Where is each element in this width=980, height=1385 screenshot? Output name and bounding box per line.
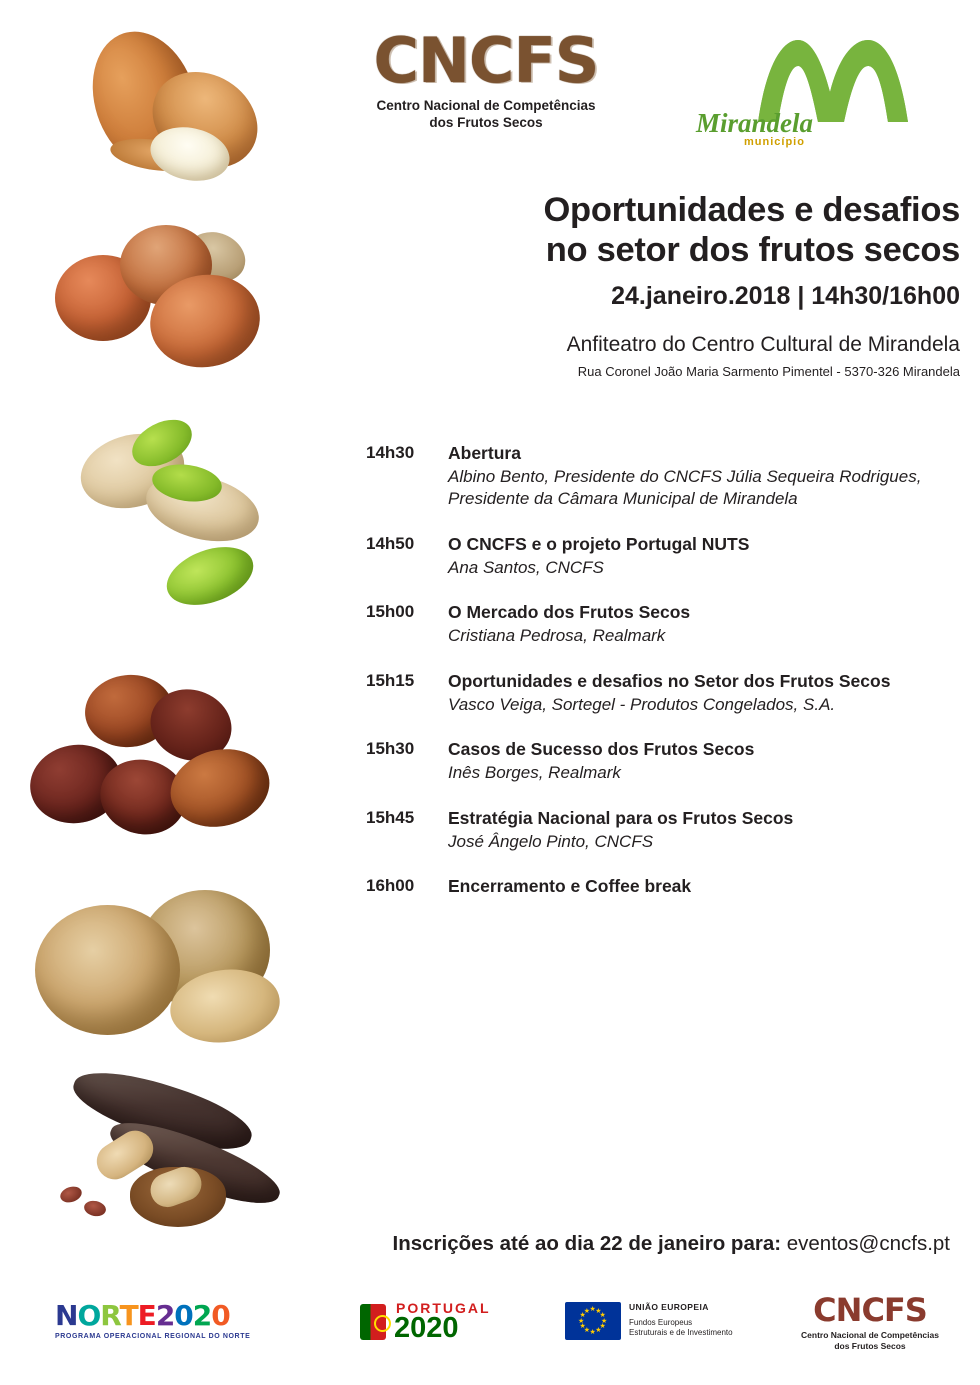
pistachios-photo	[0, 405, 330, 645]
programme-item-title: O Mercado dos Frutos Secos	[448, 602, 691, 623]
eu-line3: Estruturais e de Investimento	[629, 1328, 733, 1337]
programme-item-body	[448, 670, 946, 716]
event-address: Rua Coronel João Maria Sarmento Pimentel - 5370-326 Mirandela	[577, 364, 960, 380]
nut-photo-column	[0, 0, 330, 1270]
programme-list	[366, 442, 946, 919]
registration-label: Inscrições até ao dia 22 de janeiro para:	[392, 1232, 782, 1255]
event-datetime: 24.janeiro.2018 | 14h30/16h00	[611, 282, 960, 311]
carob-photo	[0, 1075, 330, 1240]
cncfs-footer-logo	[775, 1291, 965, 1351]
programme-item-title: Abertura	[448, 443, 521, 463]
programme-item-title: Encerramento e Coffee break	[448, 876, 692, 896]
programme-item-body	[448, 738, 946, 784]
cncfs-subtitle-line1: Centro Nacional de Competências	[376, 98, 596, 113]
footer-logos	[0, 1290, 980, 1385]
event-title-line2: no setor dos frutos secos	[545, 231, 960, 270]
programme-item	[366, 533, 946, 579]
programme-item-body	[448, 601, 946, 647]
norte2020-subtitle: PROGRAMA OPERACIONAL REGIONAL DO NORTE	[55, 1333, 251, 1340]
cncfs-wordmark: CNCFS	[366, 30, 606, 92]
programme-item-speaker: Cristiana Pedrosa, Realmark	[448, 626, 666, 646]
programme-item-body	[448, 875, 946, 897]
programme-item-time: 15h45	[366, 807, 415, 827]
chestnuts-photo	[0, 665, 330, 875]
event-venue: Anfiteatro do Centro Cultural de Mirandela	[566, 333, 960, 357]
programme-item-title: O CNCFS e o projeto Portugal NUTS	[448, 533, 750, 554]
portugal2020-word: PORTUGAL	[396, 1300, 491, 1316]
programme-item-speaker: Inês Borges, Realmark	[448, 763, 621, 783]
programme-item-time: 15h00	[366, 602, 415, 622]
programme-item-title: Estratégia Nacional para os Frutos Secos	[448, 807, 794, 828]
event-title-line1: Oportunidades e desafios	[543, 191, 960, 229]
registration-line	[300, 1232, 950, 1256]
mirandela-wordmark: Mirandela	[696, 108, 814, 138]
programme-item-body	[448, 533, 946, 579]
hazelnuts-photo	[0, 215, 330, 380]
programme-item-body	[448, 442, 946, 511]
programme-item-speaker: Albino Bento, Presidente do CNCFS Júlia Sequeira Rodrigues, Presidente da Câmara Municipal de Mirandela	[448, 467, 922, 509]
programme-item	[366, 875, 946, 897]
programme-item	[366, 442, 946, 511]
cncfs-footer-wordmark: CNCFS	[813, 1291, 927, 1329]
portugal-flag-icon	[360, 1304, 386, 1340]
cncfs-footer-subtitle-line2: dos Frutos Secos	[834, 1340, 906, 1351]
programme-item-time: 15h30	[366, 739, 415, 759]
registration-email[interactable]: eventos@cncfs.pt	[786, 1232, 950, 1255]
event-title-block	[330, 190, 960, 379]
programme-item-speaker: José Ângelo Pinto, CNCFS	[448, 831, 654, 851]
programme-item-time: 14h30	[366, 443, 415, 462]
eu-flag-icon: ★ ★ ★ ★ ★ ★ ★ ★ ★ ★ ★ ★	[565, 1302, 621, 1340]
mirandela-subtitle: município	[744, 136, 805, 148]
eu-line2: Fundos Europeus	[629, 1318, 693, 1327]
programme-item-time: 14h50	[366, 533, 415, 553]
programme-item-time: 15h15	[366, 670, 415, 690]
programme-item-body	[448, 807, 946, 853]
programme-item	[366, 601, 946, 647]
programme-item	[366, 738, 946, 784]
programme-item-title: Casos de Sucesso dos Frutos Secos	[448, 739, 755, 760]
programme-item	[366, 670, 946, 716]
almonds-photo	[0, 20, 330, 190]
cncfs-subtitle-line2: dos Frutos Secos	[429, 114, 543, 130]
norte2020-wordmark: NORTE2020	[55, 1299, 230, 1332]
programme-item-speaker: Vasco Veiga, Sortegel - Produtos Congelados, S.A.	[448, 694, 836, 714]
eu-line1: UNIÃO EUROPEIA	[629, 1302, 709, 1312]
programme-item-speaker: Ana Santos, CNCFS	[448, 557, 604, 577]
cncfs-logo	[366, 24, 606, 132]
mirandela-logo	[690, 26, 940, 156]
norte2020-logo	[55, 1299, 325, 1340]
programme-item-time: 16h00	[366, 876, 415, 895]
walnuts-photo	[0, 880, 330, 1060]
portugal2020-year: 2020	[394, 1312, 459, 1344]
programme-item-title: Oportunidades e desafios no Setor dos Frutos Secos	[448, 670, 891, 691]
cncfs-footer-subtitle-line1: Centro Nacional de Competências	[801, 1330, 939, 1340]
programme-item	[366, 807, 946, 853]
